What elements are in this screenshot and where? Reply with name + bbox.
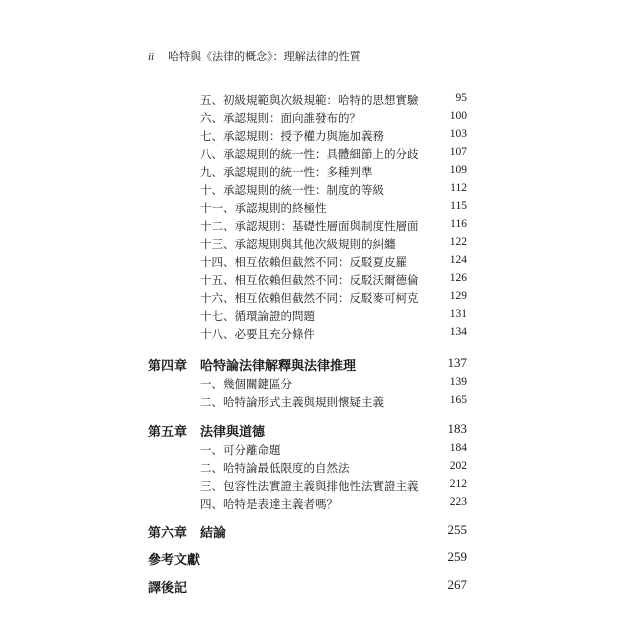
toc-chapter-page: 137 bbox=[447, 355, 467, 370]
toc-entry-page: 115 bbox=[450, 200, 467, 212]
toc-entry-title: 十一、承認規則的終極性 bbox=[200, 201, 327, 215]
toc-entry-title: 七、承認規則：授予權力與施加義務 bbox=[200, 129, 384, 143]
toc-entry-title: 九、承認規則的統一性：多種判準 bbox=[200, 165, 373, 179]
toc-entry-page: 124 bbox=[449, 254, 467, 266]
toc-chapter-title: 第四章 哈特論法律解釋與法律推理 bbox=[148, 359, 357, 374]
toc-entry-page: 129 bbox=[449, 290, 467, 302]
toc-entry-page: 112 bbox=[450, 182, 467, 194]
toc-entry-title: 一、幾個關鍵區分 bbox=[200, 377, 292, 391]
toc-chapter-title: 第六章 結論 bbox=[148, 526, 227, 541]
toc-entry-page: 122 bbox=[449, 236, 467, 248]
toc-entry-title: 三、包容性法實證主義與排他性法實證主義 bbox=[200, 479, 419, 493]
toc-entry-page: 107 bbox=[449, 146, 467, 158]
toc-entry-page: 100 bbox=[449, 110, 467, 122]
toc-entry-page: 109 bbox=[449, 164, 467, 176]
toc-entry-page: 202 bbox=[449, 460, 467, 472]
toc-entry-title: 十八、必要且充分條件 bbox=[200, 327, 315, 341]
toc-entry-title: 四、哈特是表達主義者嗎？ bbox=[200, 497, 338, 511]
toc-entry-title: 十七、循環論證的問題 bbox=[200, 309, 315, 323]
toc-entry-title: 十二、承認規則：基礎性層面與制度性層面 bbox=[200, 219, 419, 233]
toc-entry-title: 十五、相互依賴但截然不同：反駁沃爾德倫 bbox=[200, 273, 419, 287]
toc-entry-title: 十三、承認規則與其他次級規則的糾纏 bbox=[200, 237, 396, 251]
toc-entry-page: 212 bbox=[449, 478, 467, 490]
toc-entry-title: 二、哈特論形式主義與規則懷疑主義 bbox=[200, 395, 384, 409]
toc-entry-title: 十六、相互依賴但截然不同：反駁麥可柯克 bbox=[200, 291, 419, 305]
toc-references-page: 259 bbox=[447, 549, 467, 564]
toc-chapter-page: 255 bbox=[447, 522, 467, 537]
running-header bbox=[148, 48, 361, 64]
toc-entry-title: 八、承認規則的統一性：具體細節上的分歧 bbox=[200, 147, 419, 161]
toc-entry-page: 223 bbox=[449, 496, 467, 508]
toc-entry-page: 131 bbox=[449, 308, 467, 320]
toc-entry-title: 二、哈特論最低限度的自然法 bbox=[200, 461, 350, 475]
toc-entry-title: 十、承認規則的統一性：制度的等級 bbox=[200, 183, 384, 197]
header-book-title: 哈特與《法律的概念》：理解法律的性質 bbox=[168, 50, 361, 63]
toc-entry-page: 116 bbox=[450, 218, 467, 230]
toc-entry-page: 165 bbox=[449, 394, 467, 406]
toc-entry-title: 十四、相互依賴但截然不同：反駁夏皮羅 bbox=[200, 255, 407, 269]
toc-entry-page: 103 bbox=[449, 128, 467, 140]
toc-entry-title: 六、承認規則：面向誰發布的？ bbox=[200, 111, 361, 125]
toc-entry-page: 184 bbox=[449, 442, 467, 454]
toc-afterword-page: 267 bbox=[447, 577, 467, 592]
toc-chapter-title: 第五章 法律與道德 bbox=[148, 425, 266, 440]
toc-entry-page: 139 bbox=[449, 376, 467, 388]
toc-entry-title: 五、初級規範與次級規範：哈特的思想實驗 bbox=[200, 93, 419, 107]
toc-chapter-page: 183 bbox=[447, 421, 467, 436]
toc-entry-page: 126 bbox=[449, 272, 467, 284]
toc-entry-page: 134 bbox=[449, 326, 467, 338]
toc-references-title: 參考文獻 bbox=[148, 553, 201, 568]
toc-afterword-title: 譯後記 bbox=[148, 581, 188, 596]
toc-entry-page: 95 bbox=[455, 92, 467, 104]
header-page-number: ii bbox=[148, 51, 155, 63]
toc-entry-title: 一、可分離命題 bbox=[200, 443, 281, 457]
